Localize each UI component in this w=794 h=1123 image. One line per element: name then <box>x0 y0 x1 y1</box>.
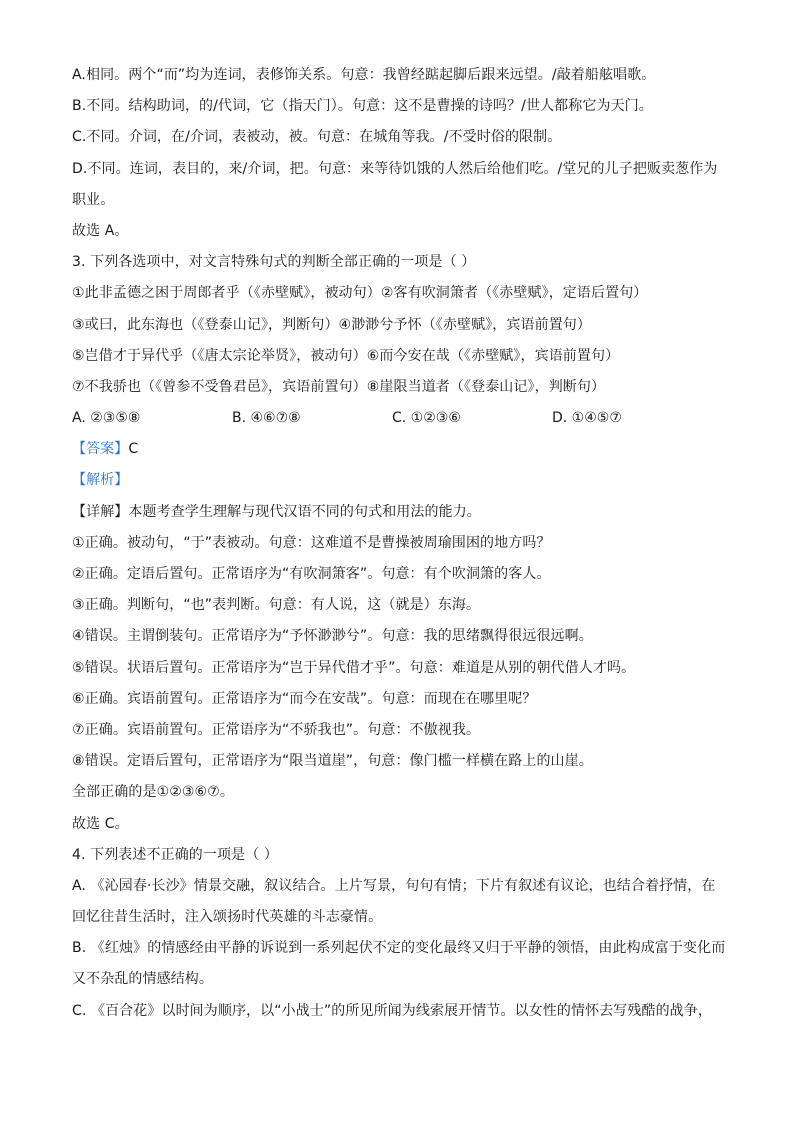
q3-detail-8: ⑧错误。定语后置句，正常语序为“限当道崖”，句意：像门槛一样横在路上的山崖。 <box>72 753 593 770</box>
q3-detail-3: ③正确。判断句，“也”表判断。句意：有人说，这（就是）东海。 <box>72 597 481 614</box>
q4-line-1: A. 《沁园春·长沙》情景交融，叙议结合。上片写景，句句有情；下片有叙述有议论，也结合着抒情，在 <box>72 877 716 894</box>
q4-line-4: 又不杂乱的情感结构。 <box>72 971 213 988</box>
analysis-tag: 【解析】 <box>72 472 129 489</box>
q2-analysis-b: B.不同。结构助词，的/代词，它（指天门）。句意：这不是曹操的诗吗？/世人都称它为天门。 <box>72 98 653 115</box>
q3-option-d: D. ①④⑤⑦ <box>552 410 622 427</box>
detail-tag: 【详解】 <box>72 503 129 520</box>
q2-final-choice: 故选 A。 <box>72 222 129 239</box>
q4-line-3: B. 《红烛》的情感经由平静的诉说到一系列起伏不定的变化最终又归于平静的领悟，由此构成富于变化而 <box>72 940 726 957</box>
q3-final-choice: 故选 C。 <box>72 815 129 832</box>
q3-answer <box>72 434 732 465</box>
q3-detail-6: ⑥正确。宾语前置句。正常语序为“而今在安哉”。句意：而现在在哪里呢？ <box>72 690 537 707</box>
q3-summary: 全部正确的是①②③⑥⑦。 <box>72 784 234 801</box>
answer-tag: 【答案】 <box>72 441 129 458</box>
q2-analysis-d: D.不同。连词，表目的，来/介词，把。句意：来等待饥饿的人然后给他们吃。/堂兄的儿子把贩卖葱作为 <box>72 160 718 177</box>
q3-detail-4: ④错误。主谓倒装句。正常语序为“予怀渺渺兮”。句意：我的思绪飘得很远很远啊。 <box>72 628 593 645</box>
q4-line-2: 回忆往昔生活时，注入颂扬时代英雄的斗志豪情。 <box>72 909 383 926</box>
q3-detail-5: ⑤错误。状语后置句。正常语序为“岂于异代借才乎”。句意：难道是从别的朝代借人才吗。 <box>72 659 636 676</box>
q3-item-3: ⑤岂借才于异代乎（《唐太宗论举贤》，被动句）⑥而今安在哉（《赤壁赋》，宾语前置句） <box>72 347 620 364</box>
q4-line-5: C. 《百合花》以时间为顺序，以“小战士”的所见所闻为线索展开情节。以女性的情怀去写残酷的战争， <box>72 1002 712 1019</box>
q3-option-a: A. ②③⑤⑧ <box>72 410 141 427</box>
q3-item-1: ①此非孟德之困于周郎者乎（《赤壁赋》，被动句）②客有吹洞箫者（《赤壁赋》，定语后置句） <box>72 285 648 302</box>
q3-detail-7: ⑦正确。宾语前置句。正常语序为“不骄我也”。句意：不傲视我。 <box>72 721 481 738</box>
detail-intro-text: 本题考查学生理解与现代汉语不同的句式和用法的能力。 <box>128 503 481 520</box>
document-page <box>72 60 732 1027</box>
q2-analysis-a: A.相同。两个“而”均为连词，表修饰关系。句意：我曾经踮起脚后跟来远望。/敲着船舷唱歌。 <box>72 67 656 83</box>
q3-stem: 3. 下列各选项中，对文言特殊句式的判断全部正确的一项是（ ） <box>72 254 476 271</box>
q3-detail-1: ①正确。被动句，“于”表被动。句意：这难道不是曹操被周瑜围困的地方吗？ <box>72 534 551 551</box>
q3-item-4: ⑦不我骄也（《曾参不受鲁君邑》，宾语前置句）⑧崖限当道者（《登泰山记》，判断句） <box>72 378 606 395</box>
q3-detail-2: ②正确。定语后置句。正常语序为“有吹洞箫客”。句意：有个吹洞箫的客人。 <box>72 566 551 582</box>
q2-analysis-c: C.不同。介词，在/介词，表被动，被。句意：在城角等我。/不受时俗的限制。 <box>72 129 562 146</box>
q3-options <box>72 403 732 434</box>
q2-analysis-d-cont: 职业。 <box>72 191 115 208</box>
q3-option-b: B. ④⑥⑦⑧ <box>232 410 301 427</box>
q3-item-2: ③或曰，此东海也（《登泰山记》，判断句）④渺渺兮予怀（《赤壁赋》，宾语前置句） <box>72 316 591 333</box>
q3-option-c: C. ①②③⑥ <box>392 410 461 427</box>
q4-stem: 4. 下列表述不正确的一项是（ ） <box>72 846 278 863</box>
answer-value: C <box>128 441 139 458</box>
q3-detail-intro <box>72 497 732 528</box>
q3-analysis-heading <box>72 465 732 496</box>
